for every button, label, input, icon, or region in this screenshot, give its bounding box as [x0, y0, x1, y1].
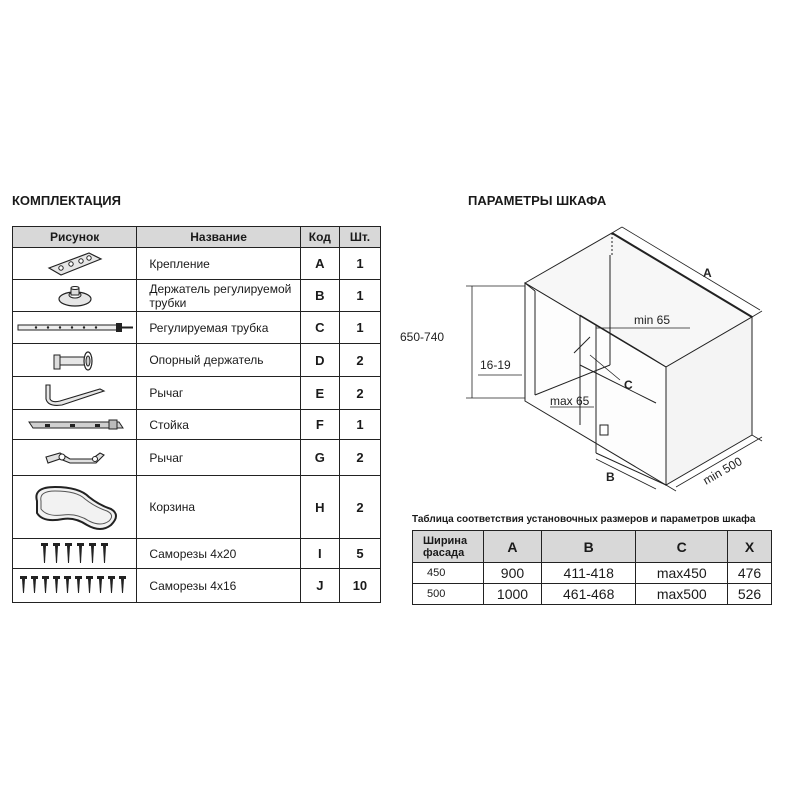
- tube-holder-icon: [55, 283, 95, 309]
- table-row: [13, 312, 381, 344]
- params-title: ПАРАМЕТРЫ ШКАФА: [468, 193, 607, 208]
- adjustable-tube-icon: [16, 319, 134, 337]
- mounting-plate-icon: [45, 250, 105, 278]
- kit-header-row: [13, 227, 381, 248]
- cell-width: 500: [413, 584, 484, 605]
- item-code: C: [300, 312, 339, 344]
- item-code: A: [300, 248, 339, 280]
- item-code: J: [300, 569, 339, 603]
- item-name: Держатель регулируемой трубки: [137, 280, 300, 312]
- item-name: Стойка: [137, 410, 300, 440]
- dim-min500-label: min 500: [700, 454, 745, 488]
- item-qty: 5: [339, 539, 380, 569]
- dim-height-label: 650-740: [400, 330, 445, 344]
- item-code: D: [300, 344, 339, 377]
- header-x: X: [728, 531, 772, 563]
- header-code: Код: [300, 227, 339, 248]
- item-code: H: [300, 476, 339, 539]
- table-row: [13, 377, 381, 410]
- cabinet-diagram: [400, 215, 790, 505]
- table-row: [13, 248, 381, 280]
- table-row: [13, 410, 381, 440]
- table-row: [13, 476, 381, 539]
- table-row: [13, 344, 381, 377]
- header-b: B: [541, 531, 635, 563]
- dim-a-label: A: [703, 266, 712, 280]
- cell-a: 900: [484, 563, 542, 584]
- header-qty: Шт.: [339, 227, 380, 248]
- item-qty: 2: [339, 440, 380, 476]
- cell-a: 1000: [484, 584, 542, 605]
- item-qty: 2: [339, 476, 380, 539]
- size-table-caption: Таблица соответствия установочных размеров и параметров шкафа: [412, 514, 756, 525]
- item-code: B: [300, 280, 339, 312]
- table-row: [13, 569, 381, 603]
- item-name: Регулируемая трубка: [137, 312, 300, 344]
- item-code: F: [300, 410, 339, 440]
- item-qty: 2: [339, 344, 380, 377]
- table-row: [13, 440, 381, 476]
- kit-table: [12, 226, 381, 603]
- item-qty: 1: [339, 312, 380, 344]
- table-row: [413, 584, 772, 605]
- header-picture: Рисунок: [13, 227, 137, 248]
- item-qty: 10: [339, 569, 380, 603]
- item-qty: 1: [339, 410, 380, 440]
- item-code: G: [300, 440, 339, 476]
- dim-c-label: C: [624, 378, 633, 392]
- item-name: Рычаг: [137, 440, 300, 476]
- cell-b: 461-468: [541, 584, 635, 605]
- screws-10-icon: [17, 573, 133, 599]
- dim-max65-label: max 65: [550, 394, 590, 408]
- size-table: [412, 530, 772, 605]
- stand-bar-icon: [25, 416, 125, 434]
- item-name: Саморезы 4х20: [137, 539, 300, 569]
- kidney-basket-icon: [27, 479, 123, 535]
- item-code: E: [300, 377, 339, 410]
- item-qty: 1: [339, 280, 380, 312]
- item-name: Рычаг: [137, 377, 300, 410]
- lever-icon: [40, 379, 110, 407]
- dim-min65-label: min 65: [634, 313, 671, 327]
- item-code: I: [300, 539, 339, 569]
- table-row: [13, 280, 381, 312]
- item-qty: 1: [339, 248, 380, 280]
- cell-x: 526: [728, 584, 772, 605]
- cell-b: 411-418: [541, 563, 635, 584]
- item-name: Саморезы 4х16: [137, 569, 300, 603]
- header-c: C: [636, 531, 728, 563]
- cell-c: max450: [636, 563, 728, 584]
- item-name: Корзина: [137, 476, 300, 539]
- support-holder-icon: [50, 347, 100, 373]
- dim-thickness-label: 16-19: [480, 358, 511, 372]
- cell-c: max500: [636, 584, 728, 605]
- item-qty: 2: [339, 377, 380, 410]
- cell-x: 476: [728, 563, 772, 584]
- header-facade-width: Ширина фасада: [413, 531, 484, 563]
- table-row: [13, 539, 381, 569]
- header-a: A: [484, 531, 542, 563]
- kit-title: КОМПЛЕКТАЦИЯ: [12, 193, 121, 208]
- header-name: Название: [137, 227, 300, 248]
- lever-g-icon: [40, 445, 110, 471]
- table-row: [413, 563, 772, 584]
- dim-b-label: B: [606, 470, 615, 484]
- size-header-row: [413, 531, 772, 563]
- cell-width: 450: [413, 563, 484, 584]
- item-name: Опорный держатель: [137, 344, 300, 377]
- item-name: Крепление: [137, 248, 300, 280]
- screws-6-icon: [35, 541, 115, 567]
